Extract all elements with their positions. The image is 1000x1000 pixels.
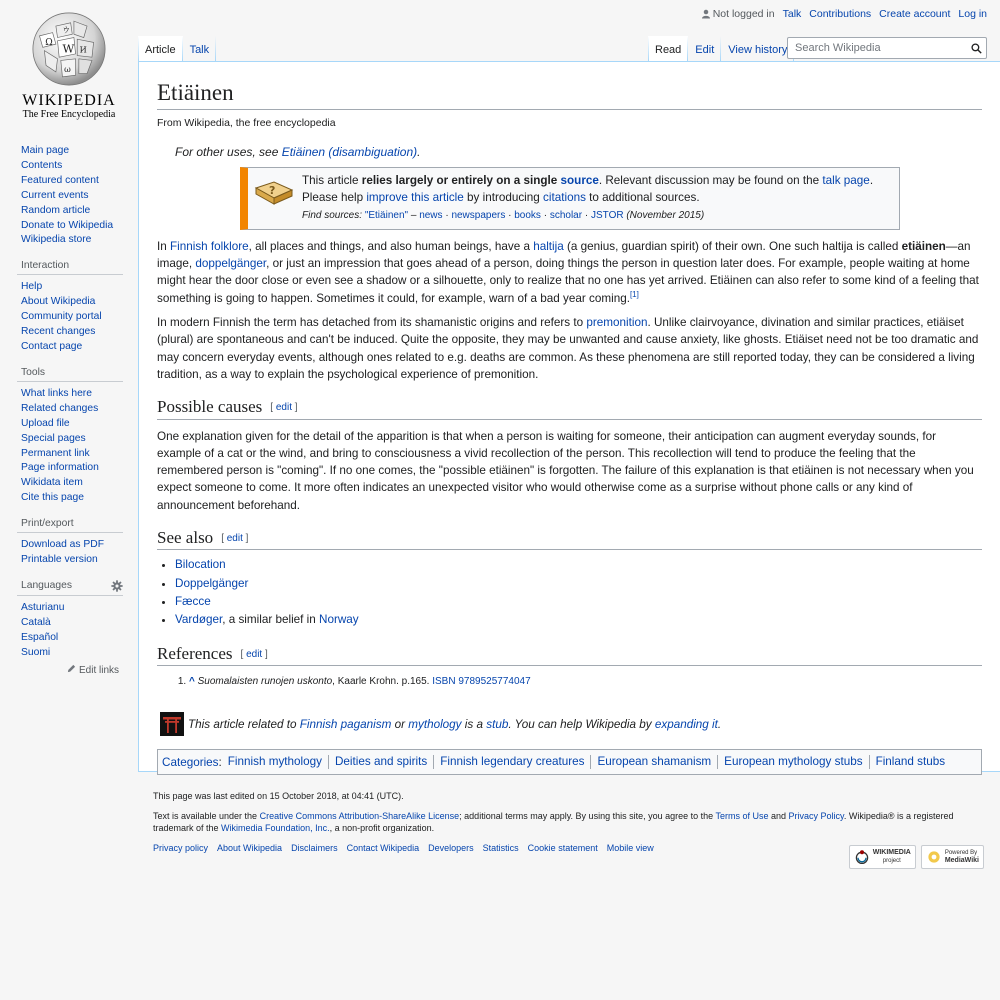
- faecce-link[interactable]: Fæcce: [175, 595, 211, 609]
- sidebar-item-main-page: [21, 144, 123, 159]
- sidebar-tools: [21, 367, 123, 506]
- edit-references-link[interactable]: edit: [246, 648, 263, 660]
- sidebar-item-random-article-link[interactable]: Random article: [21, 204, 91, 216]
- see-also-list: [157, 556, 982, 630]
- sidebar-item-donate-to-wikipedia: [21, 219, 123, 234]
- svg-text:Ω: Ω: [45, 37, 53, 48]
- privacy-policy-link[interactable]: Privacy Policy: [788, 811, 844, 821]
- paragraph-modern: In modern Finnish the term has detached from its shamanistic origins and refers to premonition. Unlike clairvoyance, divination and similar practices, etiäiset (plural) are spontaneous and can't be induced. Quite the opposite, they may be unwanted and cause anxiety, like ghosts. Etiäiset need not be too dramatic and may concern everyday events, although ones related to e.g. deaths are common. As these phenomena are still reported today, they can be considered a living tradition, as a way to explain the psychological experience of premonition.: [157, 316, 979, 381]
- mediawiki-logo-icon: [926, 849, 942, 865]
- expanding-it-link[interactable]: expanding it: [654, 717, 718, 731]
- paragraph-causes: One explanation given for the detail of the apparition is that when a person is waiting for someone, their anticipation can augment everyday sounds, for example of a cat or the wind, and bring to consciousness a vivid recollection of the person. This recollection will tend to produce the feeling that the remembered person is "coming". If no one comes, the "possible etiäinen" is forgotten. The failure of this explanation is that etiäinen is not necessary when you expect someone to come. It more often indicates an unexpected visitor who would otherwise come as a surprise without phone calls or any kind of announcement beforehand.: [157, 429, 974, 512]
- contributions-link[interactable]: Contributions: [809, 8, 872, 20]
- sidebar-item-about-wikipedia-link[interactable]: About Wikipedia: [21, 296, 96, 308]
- language-asturianu-link[interactable]: Asturianu: [21, 601, 65, 613]
- footer-contact-wikipedia-link[interactable]: Contact Wikipedia: [346, 843, 420, 853]
- sidebar-item-donate-to-wikipedia-link[interactable]: Donate to Wikipedia: [21, 219, 114, 231]
- hatnote: For other uses, see Etiäinen (disambiguation).: [175, 144, 421, 159]
- sidebar-item-cite-this-page-link[interactable]: Cite this page: [21, 492, 84, 504]
- sidebar-item-help: [21, 280, 123, 295]
- sidebar-item-permanent-link-link[interactable]: Permanent link: [21, 447, 90, 459]
- tools-heading: Tools: [17, 367, 123, 382]
- svg-text:ウ: ウ: [62, 25, 70, 35]
- gear-icon[interactable]: [111, 580, 123, 592]
- sidebar-item-special-pages-link[interactable]: Special pages: [21, 432, 86, 444]
- sidebar-item-featured-content-link[interactable]: Featured content: [21, 174, 99, 186]
- sidebar-item-help-link[interactable]: Help: [21, 281, 43, 293]
- interaction-heading: Interaction: [17, 260, 123, 275]
- category-european-mythology-stubs[interactable]: European mythology stubs: [717, 755, 868, 769]
- sidebar-item-printable-version: [21, 553, 123, 568]
- sidebar-item-wikidata-item: [21, 476, 123, 491]
- ref-backlink[interactable]: ^: [189, 676, 195, 688]
- doppelganger-see-link[interactable]: Doppelgänger: [175, 576, 249, 590]
- search-icon[interactable]: [971, 43, 982, 54]
- language-suomi: [21, 646, 123, 661]
- sidebar-item-printable-version-link[interactable]: Printable version: [21, 554, 98, 566]
- footer-developers-link[interactable]: Developers: [428, 843, 474, 853]
- sidebar-item-download-as-pdf: [21, 538, 123, 553]
- disambiguation-link[interactable]: Etiäinen (disambiguation): [281, 144, 418, 159]
- powered-by-mediawiki-badge[interactable]: Powered By MediaWiki: [921, 845, 984, 869]
- language-espanol: [21, 631, 123, 646]
- tab-edit[interactable]: Edit: [688, 36, 721, 62]
- sidebar-item-current-events-link[interactable]: Current events: [21, 189, 89, 201]
- stub-link[interactable]: stub: [486, 717, 509, 731]
- edit-section-causes: [ edit ]: [270, 402, 298, 414]
- sidebar-item-recent-changes: [21, 325, 123, 340]
- single-source-notice: [240, 167, 900, 230]
- language-espanol-link[interactable]: Español: [21, 631, 59, 643]
- talk-link[interactable]: Talk: [782, 8, 802, 20]
- find-scholar-link[interactable]: scholar: [549, 209, 583, 221]
- language-suomi-link[interactable]: Suomi: [21, 646, 51, 658]
- reference-item: 1. ^ Suomalaisten runojen uskonto, Kaarle Krohn. p.165. ISBN 9789525774047: [189, 674, 982, 690]
- tab-talk[interactable]: Talk: [183, 36, 217, 62]
- wikipedia-logo[interactable]: [12, 8, 126, 124]
- sidebar-item-upload-file-link[interactable]: Upload file: [21, 417, 70, 429]
- svg-text:W: W: [62, 41, 75, 56]
- search-box: [787, 37, 987, 59]
- sidebar-item-what-links-here: [21, 387, 123, 402]
- not-logged-in: Not logged in: [701, 8, 775, 20]
- svg-text:?: ?: [269, 183, 276, 197]
- sidebar-item-wikipedia-store-link[interactable]: Wikipedia store: [21, 234, 92, 246]
- finnish-folklore-link[interactable]: Finnish folklore: [170, 239, 249, 253]
- sidebar-languages: [21, 580, 123, 676]
- search-input[interactable]: [793, 41, 963, 55]
- list-item: [175, 593, 982, 611]
- sidebar-item-about-wikipedia: [21, 295, 123, 310]
- last-edited: This page was last edited on 15 October 2018, at 04:41 (UTC).: [153, 791, 404, 801]
- bilocation-link[interactable]: Bilocation: [175, 558, 226, 572]
- stub-notice: This article related to Finnish paganism or mythology is a stub . You can help Wikipedia by expanding it .: [157, 712, 982, 736]
- license-text: Text is available under the Creative Commons Attribution-ShareAlike License; additional terms may apply. By using this site, you agree to the Terms of Use and Privacy Policy. Wikipedia® is a registered trademark of the Wikimedia Foundation, Inc., a non-profit organization.: [153, 811, 954, 833]
- list-item: [175, 556, 982, 574]
- footer-cookie-statement-link[interactable]: Cookie statement: [527, 843, 598, 853]
- print-heading: Print/export: [17, 518, 123, 533]
- sidebar-item-contact-page: [21, 340, 123, 355]
- log-in-link[interactable]: Log in: [958, 8, 987, 20]
- sidebar-item-related-changes: [21, 402, 123, 417]
- paragraph-intro: In Finnish folklore, all places and things, and also human beings, have a haltija (a genius, guardian spirit) of their own. One such haltija is called etiäinen—an image, doppelgänger, or just an impression that goes ahead of a person, doing things the person in question later does. For example, people waiting at home might hear the door close or even see a shadow or a silhouette, only to realize that no one has yet arrived. Etiäinen can also refer to some kind of a feeling that something is going to happen. Sometimes it could, for example, warn of a bad year coming.[1]: [157, 239, 979, 305]
- edit-see-also-link[interactable]: edit: [226, 533, 243, 544]
- globe-icon: [28, 8, 110, 90]
- sidebar-item-random-article: [21, 204, 123, 219]
- premonition-link[interactable]: premonition: [586, 316, 648, 330]
- sidebar-item-community-portal-link[interactable]: Community portal: [21, 311, 102, 323]
- source-link[interactable]: source: [560, 173, 599, 187]
- language-catala-link[interactable]: Català: [21, 616, 51, 628]
- language-asturianu: [21, 601, 123, 616]
- sidebar: [0, 141, 138, 676]
- footer: [153, 790, 988, 864]
- svg-text:И: И: [79, 44, 87, 55]
- edit-causes-link[interactable]: edit: [275, 402, 292, 414]
- reference-1-link[interactable]: [1]: [629, 289, 639, 299]
- tab-view-history[interactable]: View history: [721, 36, 794, 62]
- sidebar-print: [21, 518, 123, 568]
- footer-mobile-view-link[interactable]: Mobile view: [606, 843, 654, 853]
- footer-disclaimers-link[interactable]: Disclaimers: [291, 843, 338, 853]
- view-tabs: [648, 36, 794, 62]
- isbn-link[interactable]: ISBN 9789525774047: [432, 676, 531, 688]
- category-european-shamanism[interactable]: European shamanism: [590, 755, 717, 769]
- logo-wordmark: WIKIPEDIA: [22, 92, 116, 109]
- namespace-tabs: [138, 36, 216, 62]
- norway-link[interactable]: Norway: [319, 613, 359, 627]
- sidebar-item-page-information: [21, 461, 123, 476]
- sidebar-item-what-links-here-link[interactable]: What links here: [21, 387, 92, 399]
- cc-license-link[interactable]: Creative Commons Attribution-ShareAlike License: [259, 811, 460, 821]
- heading-references: References [ edit ]: [157, 643, 982, 666]
- improve-article-link[interactable]: improve this article: [366, 190, 464, 204]
- sidebar-item-special-pages: [21, 432, 123, 447]
- find-books-link[interactable]: books: [514, 209, 541, 221]
- category-deities-and-spirits[interactable]: Deities and spirits: [328, 755, 433, 769]
- sidebar-item-main-page-link[interactable]: Main page: [21, 145, 70, 156]
- find-jstor-link[interactable]: JSTOR: [590, 209, 624, 221]
- find-sources: Find sources: "Etiäinen" – news · newspapers · books · scholar · JSTOR (November 2015): [302, 209, 705, 221]
- finnish-paganism-link[interactable]: Finnish paganism: [299, 717, 392, 731]
- category-finnish-legendary-creatures[interactable]: Finnish legendary creatures: [433, 755, 590, 769]
- sidebar-item-wikidata-item-link[interactable]: Wikidata item: [21, 477, 83, 489]
- heading-see-also: See also [ edit ]: [157, 527, 982, 550]
- category-links: Categories : Finnish mythology Deities and spirits Finnish legendary creatures European shamanism European mythology stubs Finland stubs: [157, 749, 982, 775]
- sidebar-item-current-events: [21, 189, 123, 204]
- sidebar-item-contents-link[interactable]: Contents: [21, 159, 63, 171]
- pencil-icon: [67, 664, 76, 673]
- user-icon: [701, 9, 711, 19]
- footer-statistics-link[interactable]: Statistics: [482, 843, 519, 853]
- edit-section-see-also: [ edit ]: [221, 533, 249, 544]
- talk-page-link[interactable]: talk page: [822, 173, 870, 187]
- tab-article[interactable]: Article: [138, 36, 183, 62]
- find-news-link[interactable]: news: [419, 209, 443, 221]
- tab-read[interactable]: Read: [648, 36, 688, 62]
- sidebar-item-contents: [21, 159, 123, 174]
- create-account-link[interactable]: Create account: [879, 8, 951, 20]
- sidebar-item-recent-changes-link[interactable]: Recent changes: [21, 326, 96, 338]
- sidebar-item-upload-file: [21, 417, 123, 432]
- citations-link[interactable]: citations: [543, 190, 586, 204]
- sidebar-item-featured-content: [21, 174, 123, 189]
- personal-tools: [701, 8, 987, 20]
- footer-privacy-policy-link[interactable]: Privacy policy: [153, 843, 209, 853]
- edit-links[interactable]: Edit links: [21, 664, 123, 676]
- categories-label-link[interactable]: Categories: [162, 755, 219, 769]
- sidebar-item-wikipedia-store: [21, 233, 123, 248]
- site-sub: From Wikipedia, the free encyclopedia: [157, 116, 336, 129]
- page-title: Etiäinen: [157, 78, 982, 110]
- sidebar-item-related-changes-link[interactable]: Related changes: [21, 402, 99, 414]
- languages-heading: Languages: [17, 580, 123, 596]
- footer-badges: [849, 845, 984, 869]
- find-newspapers-link[interactable]: newspapers: [451, 209, 506, 221]
- notice-text: This article relies largely or entirely on a single source. Relevant discussion may be found on the talk page. Please help improve this article by introducing citations to additional sources. Find sources: "Etiäinen" – news · newspapers · books · scholar · JSTOR (November 2015): [298, 172, 893, 224]
- sidebar-interaction: [21, 260, 123, 355]
- wikimedia-foundation-link[interactable]: Wikimedia Foundation, Inc.: [221, 823, 330, 833]
- sidebar-item-download-as-pdf-link[interactable]: Download as PDF: [21, 539, 104, 551]
- footer-about-wikipedia-link[interactable]: About Wikipedia: [217, 843, 283, 853]
- torii-icon: [160, 712, 184, 736]
- logo-tagline: The Free Encyclopedia: [22, 109, 116, 120]
- wikimedia-project-badge[interactable]: WIKIMEDIA project: [849, 845, 916, 869]
- sidebar-item-permanent-link: [21, 447, 123, 462]
- heading-possible-causes: Possible causes [ edit ]: [157, 396, 982, 419]
- sidebar-item-contact-page-link[interactable]: Contact page: [21, 340, 83, 352]
- sidebar-navigation: [21, 144, 123, 248]
- sidebar-item-page-information-link[interactable]: Page information: [21, 462, 99, 474]
- category-finnish-mythology[interactable]: Finnish mythology: [227, 755, 322, 769]
- mythology-link[interactable]: mythology: [408, 717, 462, 731]
- sidebar-item-community-portal: [21, 310, 123, 325]
- language-catala: [21, 616, 123, 631]
- references-list: [157, 674, 982, 690]
- sidebar-item-cite-this-page: [21, 491, 123, 506]
- svg-text:ω: ω: [64, 63, 71, 74]
- edit-section-references: [ edit ]: [240, 648, 268, 660]
- book-question-icon: [254, 172, 298, 224]
- category-finland-stubs[interactable]: Finland stubs: [869, 755, 952, 769]
- list-item: • Vardøger, a similar belief in Norway: [175, 611, 982, 629]
- wikimedia-logo-icon: [854, 849, 870, 865]
- haltija-link[interactable]: haltija: [533, 239, 564, 253]
- find-query-link[interactable]: "Etiäinen": [364, 209, 409, 221]
- vardoger-link[interactable]: Vardøger: [175, 613, 223, 627]
- terms-of-use-link[interactable]: Terms of Use: [715, 811, 769, 821]
- doppelganger-link[interactable]: doppelgänger: [195, 257, 267, 271]
- list-item: [175, 575, 982, 593]
- article-content: [138, 61, 1000, 772]
